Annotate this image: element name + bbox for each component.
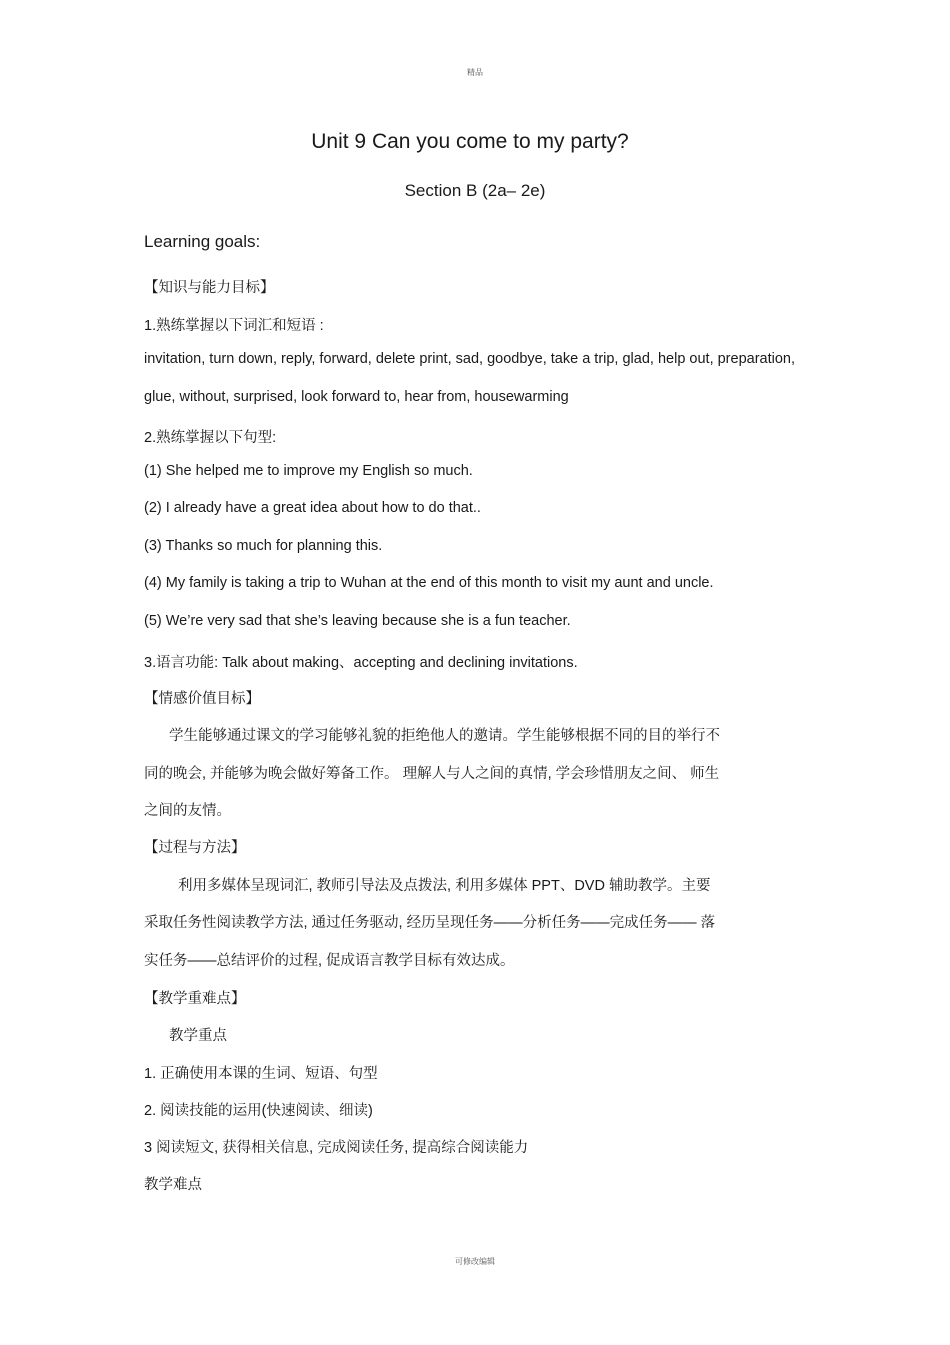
language-function-line: 3.语言功能: Talk about making、accepting and declining invitations. (144, 655, 578, 671)
page-title: Unit 9 Can you come to my party? (311, 130, 629, 153)
sentence-item: (4) My family is taking a trip to Wuhan at the end of this month to visit my aunt and uncle. (144, 575, 714, 591)
section-heading-knowledge: 【知识与能力目标】 (144, 280, 275, 296)
process-paragraph-line: 利用多媒体呈现词汇, 教师引导法及点拨法, 利用多媒体 PPT、DVD 辅助教学。主要 (178, 878, 711, 894)
page-footer-mark: 可修改编辑 (455, 1257, 495, 1266)
difficult-points-label: 教学难点 (144, 1177, 202, 1193)
key-points-label: 教学重点 (169, 1028, 227, 1044)
sentences-intro: 2.熟练掌握以下句型: (144, 430, 277, 446)
vocab-intro: 1.熟练掌握以下词汇和短语 : (144, 318, 324, 334)
section-heading-process: 【过程与方法】 (144, 840, 246, 856)
vocab-line-2: glue, without, surprised, look forward to, hear from, housewarming (144, 389, 569, 405)
key-point-item: 2. 阅读技能的运用(快速阅读、细读) (144, 1103, 373, 1119)
sentence-item: (3) Thanks so much for planning this. (144, 538, 383, 554)
vocab-line-1: invitation, turn down, reply, forward, delete print, sad, goodbye, take a trip, glad, help out, preparation, (144, 351, 796, 367)
learning-goals-heading: Learning goals: (144, 232, 261, 251)
section-heading-key-points: 【教学重难点】 (144, 991, 246, 1007)
emotion-paragraph-line: 之间的友情。 (144, 803, 231, 819)
emotion-paragraph-line: 同的晚会, 并能够为晚会做好筹备工作。 理解人与人之间的真情, 学会珍惜朋友之间、 师生 (144, 766, 720, 782)
sentence-item: (5) We’re very sad that she’s leaving because she is a fun teacher. (144, 613, 571, 629)
process-paragraph-line: 采取任务性阅读教学方法, 通过任务驱动, 经历呈现任务——分析任务——完成任务—— 落 (144, 915, 716, 931)
key-point-item: 1. 正确使用本课的生词、短语、句型 (144, 1066, 378, 1082)
section-heading-emotion: 【情感价值目标】 (144, 691, 260, 707)
key-point-item: 3 阅读短文, 获得相关信息, 完成阅读任务, 提高综合阅读能力 (144, 1140, 529, 1156)
emotion-paragraph-line: 学生能够通过课文的学习能够礼貌的拒绝他人的邀请。学生能够根据不同的目的举行不 (169, 728, 720, 744)
process-paragraph-line: 实任务——总结评价的过程, 促成语言教学目标有效达成。 (144, 953, 515, 969)
sentence-item: (1) She helped me to improve my English so much. (144, 463, 473, 479)
page-header-mark: 精品 (467, 68, 483, 77)
page-subtitle: Section B (2a– 2e) (404, 181, 546, 200)
sentence-item: (2) I already have a great idea about how to do that.. (144, 500, 481, 516)
